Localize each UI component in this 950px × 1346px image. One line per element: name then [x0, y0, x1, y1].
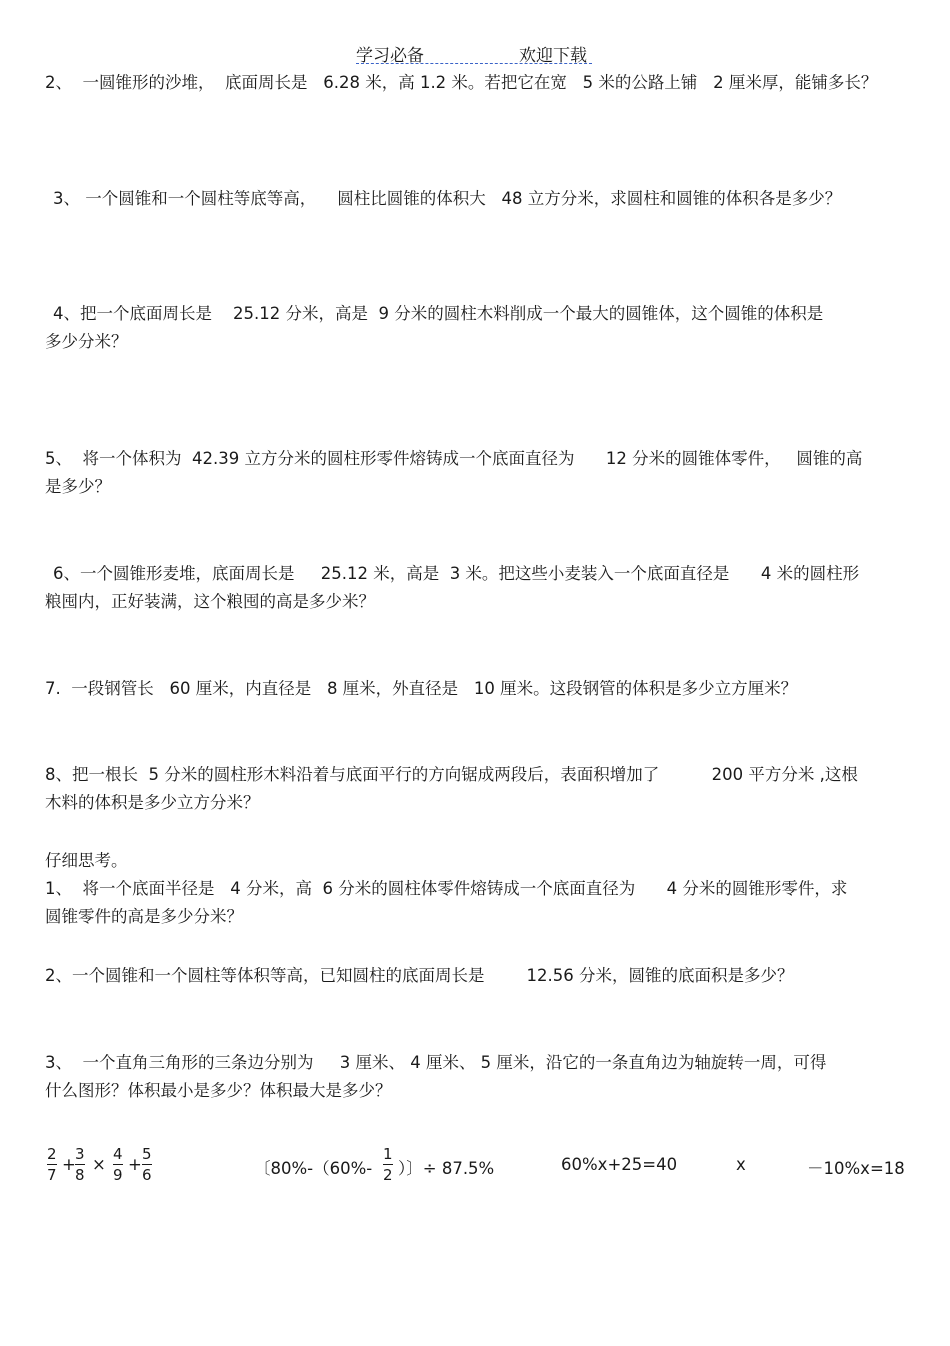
fraction-5-6: 5 6	[142, 1145, 152, 1184]
times-sign: ×	[92, 1155, 106, 1174]
think-3-line-2: 什么图形？体积最小是多少？体积最大是多少？	[45, 1081, 392, 1100]
equation-4: x	[736, 1155, 746, 1174]
think-2-line-1: 2、一个圆锥和一个圆柱等体积等高，已知圆柱的底面周长是 12.56 分米，圆锥的底面积是多少？	[45, 966, 794, 985]
expr2-prefix: 〔80%-（60%-	[254, 1159, 373, 1178]
problem-8-line-1: 8、把一根长 5 分米的圆柱形木料沿着与底面平行的方向锯成两段后，表面积增加了 200 平方分米 ,这根	[45, 765, 858, 784]
think-1-line-1: 1、 将一个底面半径是 4 分米，高 6 分米的圆柱体零件熔铸成一个底面直径为 4 分米的圆锥形零件，求	[45, 879, 848, 898]
fraction-3-8: 3 8	[75, 1145, 85, 1184]
think-3-line-1: 3、 一个直角三角形的三条边分别为 3 厘米、 4 厘米、 5 厘米，沿它的一条直角边为轴旋转一周，可得	[45, 1053, 827, 1072]
problem-6-line-1: 6、一个圆锥形麦堆，底面周长是 25.12 米，高是 3 米。把这些小麦装入一个底面直径是 4 米的圆柱形	[53, 564, 860, 583]
fraction-2-7: 2 7	[47, 1145, 57, 1184]
plus-sign: +	[62, 1155, 76, 1174]
problem-6-line-2: 粮囤内，正好装满，这个粮囤的高是多少米？	[45, 592, 375, 611]
expr2-suffix: ）〕÷ 87.5%	[398, 1159, 495, 1178]
think-1-line-2: 圆锥零件的高是多少分米？	[45, 907, 243, 926]
problem-7-line-1: 7. 一段钢管长 60 厘米，内直径是 8 厘米，外直径是 10 厘米。这段钢管的体积是多少立方厘米？	[45, 679, 798, 698]
header-right: 欢迎下载	[519, 46, 587, 66]
header-divider	[356, 63, 592, 64]
problem-5-line-1: 5、 将一个体积为 42.39 立方分米的圆柱形零件熔铸成一个底面直径为 12 分米的圆锥体零件， 圆锥的高	[45, 449, 863, 468]
problem-2-line-1: 2、 一圆锥形的沙堆， 底面周长是 6.28 米，高 1.2 米。若把它在宽 5 米的公路上铺 2 厘米厚，能铺多长？	[45, 73, 878, 92]
equation-3: 60%x+25=40	[561, 1155, 678, 1174]
problem-3-line-1: 3、 一个圆锥和一个圆柱等底等高， 圆柱比圆锥的体积大 48 立方分米，求圆柱和圆锥的体积各是多少？	[53, 189, 842, 208]
problem-4-line-2: 多少分米？	[45, 332, 128, 351]
header-left: 学习必备	[356, 46, 424, 66]
equation-5: －10%x=18	[807, 1159, 905, 1178]
section-title: 仔细思考。	[45, 851, 128, 870]
problem-5-line-2: 是多少？	[45, 477, 111, 496]
problem-4-line-1: 4、把一个底面周长是 25.12 分米，高是 9 分米的圆柱木料削成一个最大的圆锥体，这个圆锥的体积是	[53, 304, 824, 323]
problem-8-line-2: 木料的体积是多少立方分米？	[45, 793, 260, 812]
fraction-4-9: 4 9	[113, 1145, 123, 1184]
fraction-1-2: 1 2	[383, 1145, 393, 1184]
plus-sign-2: +	[128, 1155, 142, 1174]
